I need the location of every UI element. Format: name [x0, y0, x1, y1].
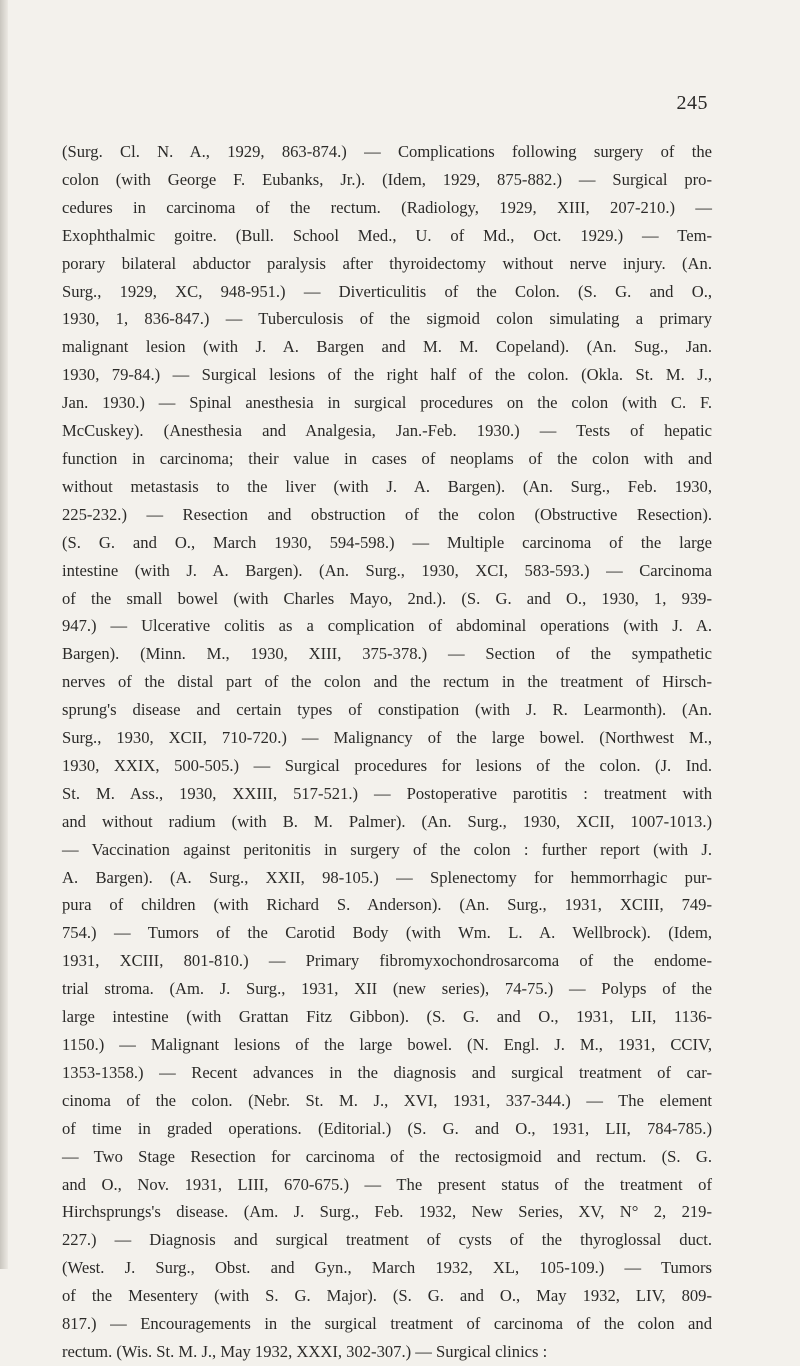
- text-line: pura of children (with Richard S. Anderson). (An. Surg., 1931, XCIII, 749-: [62, 895, 712, 915]
- bibliography-text: [62, 138, 712, 1366]
- text-line: of the Mesentery (with S. G. Major). (S. G. and O., May 1932, LIV, 809-: [62, 1286, 712, 1306]
- text-line: of time in graded operations. (Editorial.) (S. G. and O., 1931, LII, 784-785.): [62, 1118, 712, 1138]
- text-line: — Vaccination against peritonitis in surgery of the colon : further report (with J.: [62, 839, 712, 859]
- text-line: trial stroma. (Am. J. Surg., 1931, XII (new series), 74-75.) — Polyps of the: [62, 979, 712, 999]
- page-number: 245: [676, 92, 708, 114]
- text-line: 1930, 79-84.) — Surgical lesions of the right half of the colon. (Okla. St. M. J.,: [62, 365, 712, 385]
- text-line: (S. G. and O., March 1930, 594-598.) — Multiple carcinoma of the large: [62, 532, 712, 552]
- text-line: McCuskey). (Anesthesia and Analgesia, Jan.-Feb. 1930.) — Tests of hepatic: [62, 421, 712, 441]
- text-line: St. M. Ass., 1930, XXIII, 517-521.) — Postoperative parotitis : treatment with: [62, 783, 712, 803]
- text-line: Surg., 1930, XCII, 710-720.) — Malignancy of the large bowel. (Northwest M.,: [62, 728, 712, 748]
- text-line: rectum. (Wis. St. M. J., May 1932, XXXI, 302-307.) — Surgical clinics :: [62, 1341, 548, 1361]
- text-line: A. Bargen). (A. Surg., XXII, 98-105.) — Splenectomy for hemmorrhagic pur-: [62, 867, 712, 887]
- text-line: Jan. 1930.) — Spinal anesthesia in surgical procedures on the colon (with C. F.: [62, 393, 712, 413]
- text-line: cedures in carcinoma of the rectum. (Radiology, 1929, XIII, 207-210.) —: [62, 197, 712, 217]
- text-line: 227.) — Diagnosis and surgical treatment of cysts of the thyroglossal duct.: [62, 1230, 712, 1250]
- text-line: 817.) — Encouragements in the surgical treatment of carcinoma of the colon and: [62, 1314, 712, 1334]
- text-line: function in carcinoma; their value in cases of neoplams of the colon with and: [62, 448, 712, 468]
- text-line: cinoma of the colon. (Nebr. St. M. J., XVI, 1931, 337-344.) — The element: [62, 1090, 712, 1110]
- text-line: and O., Nov. 1931, LIII, 670-675.) — The present status of the treatment of: [62, 1174, 712, 1194]
- text-line: sprung's disease and certain types of constipation (with J. R. Learmonth). (An.: [62, 700, 712, 720]
- text-line: 1353-1358.) — Recent advances in the diagnosis and surgical treatment of car-: [62, 1062, 712, 1082]
- text-line: of the small bowel (with Charles Mayo, 2nd.). (S. G. and O., 1930, 1, 939-: [62, 588, 712, 608]
- text-line: (Surg. Cl. N. A., 1929, 863-874.) — Complications following surgery of the: [62, 142, 712, 161]
- text-line: 1930, 1, 836-847.) — Tuberculosis of the sigmoid colon simulating a primary: [62, 309, 712, 329]
- text-line: (West. J. Surg., Obst. and Gyn., March 1932, XL, 105-109.) — Tumors: [62, 1258, 712, 1278]
- text-line: malignant lesion (with J. A. Bargen and M. M. Copeland). (An. Sug., Jan.: [62, 337, 712, 357]
- text-line: large intestine (with Grattan Fitz Gibbon). (S. G. and O., 1931, LII, 1136-: [62, 1007, 712, 1027]
- text-line: — Two Stage Resection for carcinoma of the rectosigmoid and rectum. (S. G.: [62, 1146, 712, 1166]
- text-line: Surg., 1929, XC, 948-951.) — Diverticulitis of the Colon. (S. G. and O.,: [62, 281, 712, 301]
- text-line: intestine (with J. A. Bargen). (An. Surg., 1930, XCI, 583-593.) — Carcinoma: [62, 560, 712, 580]
- text-line: 754.) — Tumors of the Carotid Body (with Wm. L. A. Wellbrock). (Idem,: [62, 923, 712, 943]
- text-line: 1930, XXIX, 500-505.) — Surgical procedures for lesions of the colon. (J. Ind.: [62, 755, 712, 775]
- text-line: nerves of the distal part of the colon and the rectum in the treatment of Hirsch-: [62, 672, 712, 692]
- text-line: Bargen). (Minn. M., 1930, XIII, 375-378.) — Section of the sympathetic: [62, 644, 712, 664]
- text-line: porary bilateral abductor paralysis after thyroidectomy without nerve injury. (An.: [62, 253, 712, 273]
- binding-edge: [0, 0, 8, 1269]
- text-line: without metastasis to the liver (with J. A. Bargen). (An. Surg., Feb. 1930,: [62, 476, 712, 496]
- text-line: Hirchsprungs's disease. (Am. J. Surg., Feb. 1932, New Series, XV, N° 2, 219-: [62, 1202, 712, 1222]
- text-line: 1150.) — Malignant lesions of the large bowel. (N. Engl. J. M., 1931, CCIV,: [62, 1035, 712, 1054]
- text-line: and without radium (with B. M. Palmer). (An. Surg., 1930, XCII, 1007-1013.): [62, 811, 712, 831]
- text-line: Exophthalmic goitre. (Bull. School Med., U. of Md., Oct. 1929.) — Tem-: [62, 225, 712, 245]
- text-line: colon (with George F. Eubanks, Jr.). (Idem, 1929, 875-882.) — Surgical pro-: [62, 169, 712, 189]
- text-line: 947.) — Ulcerative colitis as a complication of abdominal operations (with J. A.: [62, 616, 712, 636]
- text-line: 1931, XCIII, 801-810.) — Primary fibromyxochondrosarcoma of the endome-: [62, 951, 712, 971]
- text-line: 225-232.) — Resection and obstruction of the colon (Obstructive Resection).: [62, 504, 712, 524]
